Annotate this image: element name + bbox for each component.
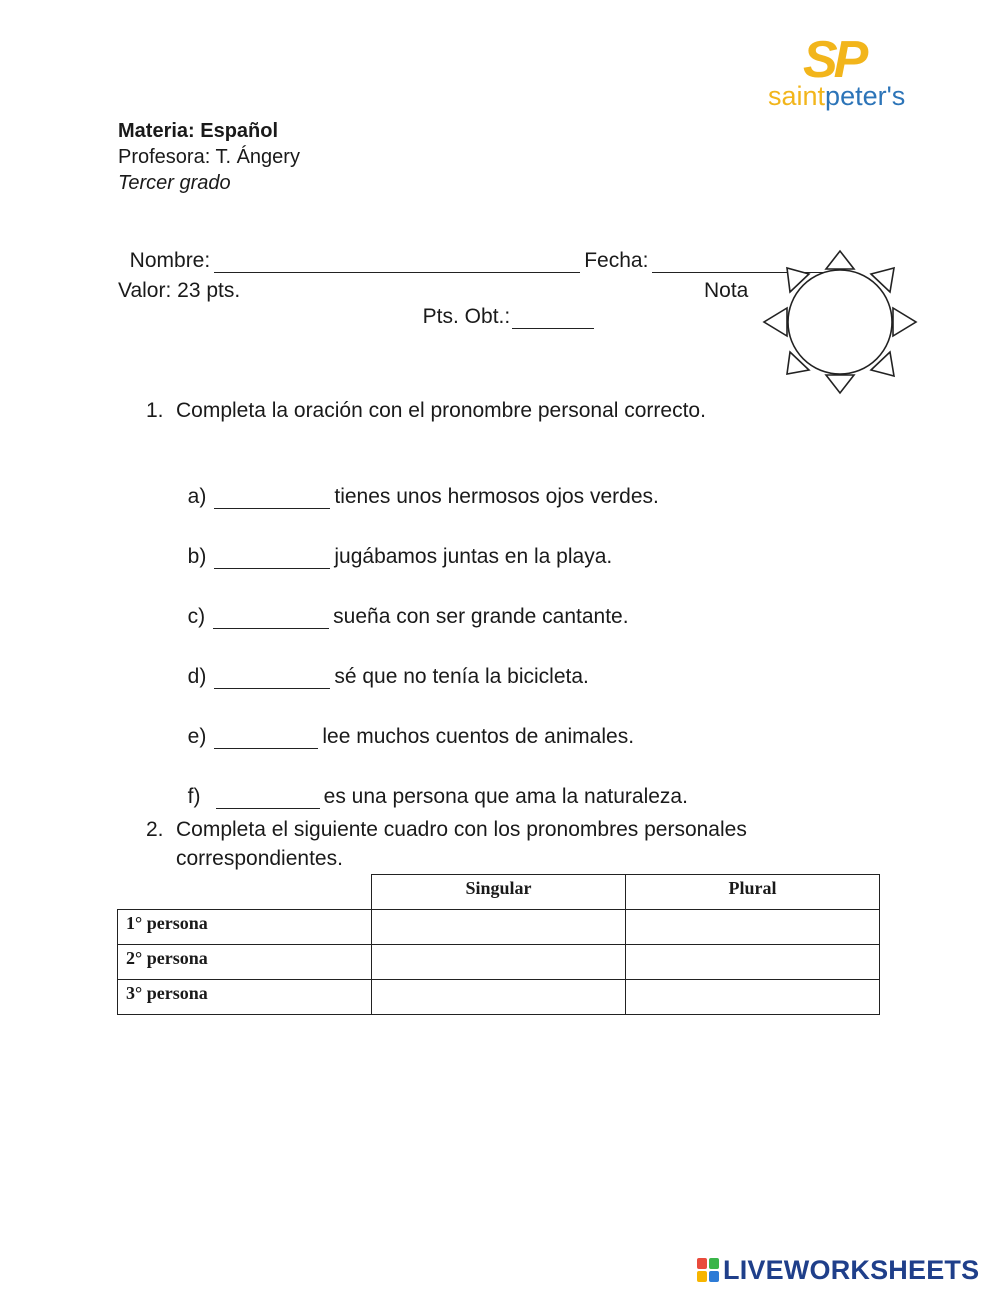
name-label: Nombre: <box>129 249 211 272</box>
school-logo-name: saintpeter's <box>768 81 906 111</box>
item-text: jugábamos juntas en la playa. <box>334 545 613 568</box>
third-person-singular-input[interactable] <box>372 980 625 1013</box>
item-letter: d) <box>187 665 207 688</box>
answer-e-input[interactable] <box>214 728 318 749</box>
table-row <box>118 945 880 980</box>
list-item <box>176 758 688 810</box>
item-letter: a) <box>187 485 207 508</box>
list-item <box>176 518 612 570</box>
points-row <box>411 278 598 330</box>
answer-f-input[interactable] <box>216 788 320 809</box>
list-item <box>176 638 589 690</box>
grade-level-label: Tercer grado <box>118 172 231 194</box>
row-label-first-person: 1° persona <box>118 910 372 945</box>
cell-second-plural <box>626 945 880 980</box>
value-label: Valor: 23 pts. <box>118 279 241 302</box>
column-header-singular: Singular <box>372 875 626 910</box>
question-2-number: 2. <box>146 818 164 841</box>
answer-a-input[interactable] <box>214 488 330 509</box>
second-person-plural-input[interactable] <box>626 945 879 978</box>
third-person-plural-input[interactable] <box>626 980 879 1013</box>
liveworksheets-logo-icon <box>697 1258 719 1282</box>
liveworksheets-brand <box>697 1253 979 1287</box>
logo-tile <box>697 1271 707 1282</box>
question-1-number: 1. <box>146 399 164 422</box>
cell-first-singular <box>372 910 626 945</box>
question-2-prompt-line-1: Completa el siguiente cuadro con los pronombres personales <box>176 818 747 841</box>
item-text: sueña con ser grande cantante. <box>333 605 629 628</box>
row-label-second-person: 2° persona <box>118 945 372 980</box>
item-letter: e) <box>187 725 207 748</box>
item-letter: b) <box>187 545 207 568</box>
column-header-plural: Plural <box>626 875 880 910</box>
list-item <box>176 698 634 750</box>
question-2-prompt-line-2: correspondientes. <box>176 847 343 870</box>
date-label: Fecha: <box>584 249 649 272</box>
sun-grade-circle <box>788 270 892 374</box>
item-letter: c) <box>187 605 206 628</box>
logo-tile <box>697 1258 707 1269</box>
sun-grade-icon <box>760 248 920 396</box>
logo-tile <box>709 1258 719 1269</box>
item-text: sé que no tenía la bicicleta. <box>334 665 589 688</box>
row-label-third-person: 3° persona <box>118 980 372 1015</box>
subject-label: Materia: Español <box>118 120 279 142</box>
pronoun-table <box>117 874 880 1015</box>
table-header-row <box>118 875 880 910</box>
cell-third-singular <box>372 980 626 1015</box>
name-field-row <box>118 222 846 274</box>
cell-first-plural <box>626 910 880 945</box>
first-person-singular-input[interactable] <box>372 910 625 943</box>
teacher-label: Profesora: T. Ángery <box>118 146 300 168</box>
points-input[interactable] <box>512 308 594 329</box>
question-1-prompt: Completa la oración con el pronombre personal correcto. <box>176 399 706 422</box>
cell-third-plural <box>626 980 880 1015</box>
name-input[interactable] <box>214 252 580 273</box>
points-label: Pts. Obt.: <box>422 305 511 328</box>
table-row <box>118 980 880 1015</box>
answer-b-input[interactable] <box>214 548 330 569</box>
answer-c-input[interactable] <box>213 608 329 629</box>
table-row <box>118 910 880 945</box>
item-text: es una persona que ama la naturaleza. <box>323 785 688 808</box>
cell-second-singular <box>372 945 626 980</box>
first-person-plural-input[interactable] <box>626 910 879 943</box>
second-person-singular-input[interactable] <box>372 945 625 978</box>
list-item <box>176 578 629 630</box>
item-text: tienes unos hermosos ojos verdes. <box>334 485 659 508</box>
item-text: lee muchos cuentos de animales. <box>322 725 635 748</box>
school-logo-monogram: SP <box>803 31 865 89</box>
list-item <box>176 458 659 510</box>
liveworksheets-wordmark: LIVEWORKSHEETS <box>723 1254 980 1285</box>
table-corner-cell <box>118 875 372 910</box>
item-letter: f) <box>187 785 201 808</box>
answer-d-input[interactable] <box>214 668 330 689</box>
logo-tile <box>709 1271 719 1282</box>
grade-label: Nota <box>704 279 749 302</box>
